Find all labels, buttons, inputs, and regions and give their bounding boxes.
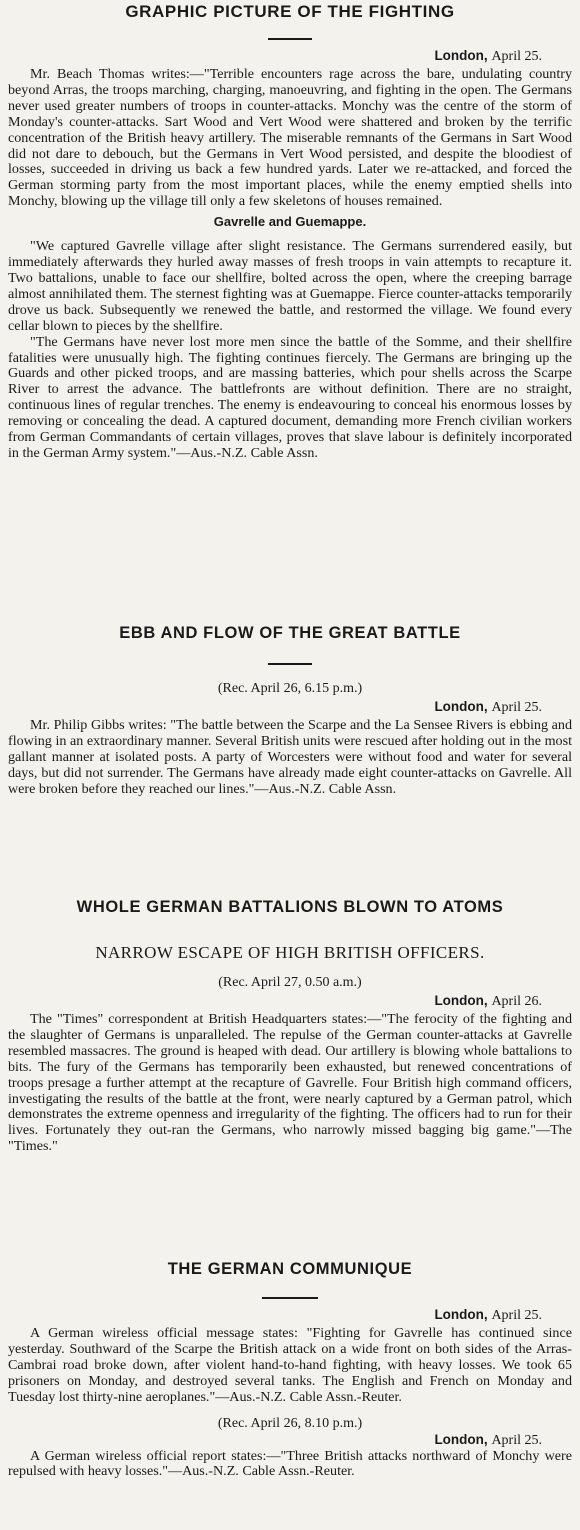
- headline: EBB AND FLOW OF THE GREAT BATTLE: [119, 624, 461, 642]
- headline-rule: [268, 663, 312, 665]
- dateline-place: London,: [434, 993, 488, 1008]
- received-note: (Rec. April 27, 0.50 a.m.): [218, 975, 362, 990]
- dateline-place: London,: [434, 48, 488, 63]
- dateline-date: April 25.: [491, 1432, 542, 1448]
- dateline-date: April 25.: [491, 1308, 542, 1323]
- dateline-place: London,: [434, 1307, 488, 1322]
- received-note: (Rec. April 26, 8.10 p.m.): [217, 1415, 363, 1431]
- article-whole-german-battalions: [8, 898, 572, 1155]
- paragraph: Mr. Beach Thomas writes:—"Terrible encounters rage across the bare, undulating country beyond Arras, the troops marching, charging, manoeuvring, and fighting in the open. The Germans never used greater numbers of troops in counter-attacks. Monchy was the centre of the storm of Monday's counter-attacks. Sart Wood and Vert Wood were shattered and broken by the terrific concentration of the British heavy artillery. The miserable remnants of the Germans in Sart Wood did not dare to debouch, but the Germans in Vert Wood persisted, and despite the bloodiest of losses, succeeded in driving us back a few hundred yards. Later we re-attacked, and forced the German storming party from the most important places, while the enemy emptied shells into Monchy, blowing up the village till only a few skeletons of houses remained.: [8, 66, 572, 210]
- dateline-date: April 26.: [491, 994, 542, 1009]
- dateline-date: April 25.: [491, 700, 542, 715]
- dateline: [8, 699, 572, 716]
- dateline-place: London,: [434, 1431, 488, 1447]
- article-german-communique: [8, 1260, 572, 1480]
- dateline: [8, 1432, 572, 1449]
- paragraph: A German wireless official message states: "Fighting for Gavrelle has continued since yesterday. Southward of the Scarpe the British attack on a wide front on both sides of the Arras-Cambrai road broke down, after violent hand-to-hand fighting, with heavy losses. We took 65 prisoners on Monday, and destroyed several tanks. The English and French on Monday and Tuesday lost thirty-nine aeroplanes."—Aus.-N.Z. Cable Assn.-Reuter.: [8, 1325, 572, 1405]
- article-graphic-picture: [8, 2, 572, 462]
- received-note: (Rec. April 26, 6.15 p.m.): [217, 681, 363, 696]
- headline: THE GERMAN COMMUNIQUE: [167, 1260, 413, 1278]
- dateline: [8, 1307, 572, 1324]
- dateline-place: London,: [434, 699, 488, 714]
- paragraph: A German wireless official report states:—"Three British attacks northward of Monchy were repulsed with heavy losses."—Aus.-N.Z. Cable Assn.-Reuter.: [8, 1447, 572, 1480]
- headline-rule: [268, 38, 312, 40]
- headline: GRAPHIC PICTURE OF THE FIGHTING: [125, 2, 455, 21]
- headline-rule: [262, 1297, 318, 1299]
- paragraph: Mr. Philip Gibbs writes: "The battle between the Scarpe and the La Sensee Rivers is ebbing and flowing in an extraordinary manner. Several British units were rescued after holding out in the most gallant manner at isolated posts. A party of Worcesters were without food and water for several days, but did not surrender. The Germans have already made eight counter-attacks on Gavrelle. All were broken before they reached our lines."—Aus.-N.Z. Cable Assn.: [8, 717, 572, 797]
- dateline-date: April 25.: [491, 49, 542, 64]
- article-ebb-and-flow: [8, 624, 572, 798]
- dateline: [8, 993, 572, 1010]
- paragraph: "The Germans have never lost more men since the battle of the Somme, and their shellfire fatalities were unusually high. The fighting continues fiercely. The Germans are bringing up the Guards and other picked troops, and are massing batteries, which pour shells across the Scarpe River to arrest the advance. The battlefronts are without definition. There are no straight, continuous lines of regular trenches. The enemy is endeavouring to conceal his enormous losses by removing or concealing the dead. A captured document, demanding more French civilian workers from German Commandants of certain villages, proves that slave labour is definitely incorporated in the German Army system."—Aus.-N.Z. Cable Assn.: [8, 333, 572, 461]
- headline: WHOLE GERMAN BATTALIONS BLOWN TO ATOMS: [76, 898, 504, 916]
- paragraph: The "Times" correspondent at British Headquarters states:—"The ferocity of the fighting and the slaughter of Germans is unparalleled. The repulse of the German counter-attacks at Gavrelle resembled massacres. The ground is heaped with dead. Our artillery is blowing whole battalions to bits. The fury of the Germans has temporarily been exhausted, but renewed concentrations of troops presage a further attempt at the recapture of Gavrelle. Four British high command officers, investigating the results of the battle at the front, were nearly captured by a German patrol, which demonstrates the extreme openness and irregularity of the fighting. The officers had to run for their lives. Fortunately they out-ran the Germans, who narrowly missed bagging big game."—The "Times.": [8, 1011, 572, 1155]
- subheadline: NARROW ESCAPE OF HIGH BRITISH OFFICERS.: [95, 943, 485, 962]
- paragraph: "We captured Gavrelle village after slight resistance. The Germans surrendered easily, but immediately afterwards they hurled away masses of fresh troops in vain attempts to recapture it. Two battalions, unable to face our shellfire, bolted across the open, where the creeping barrage almost annihilated them. The sternest fighting was at Guemappe. Fierce counter-attacks temporarily drove us back. Subsequently we renewed the battle, and restormed the village. We found every cellar blown to pieces by the shellfire.: [8, 238, 572, 334]
- dateline: [8, 48, 572, 65]
- crosshead: Gavrelle and Guemappe.: [213, 214, 367, 230]
